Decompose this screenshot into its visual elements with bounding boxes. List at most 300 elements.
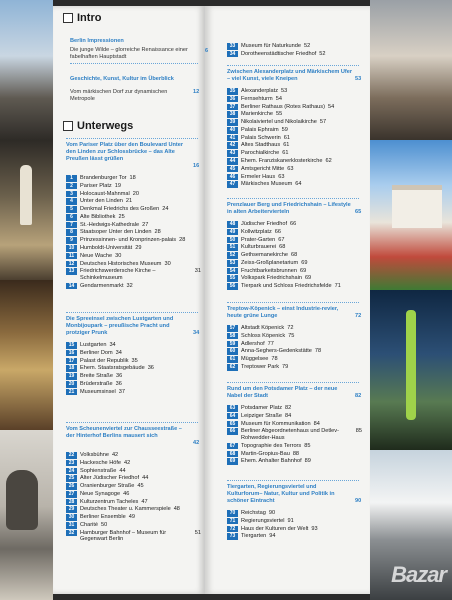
entry-title: Alexanderplatz	[241, 88, 279, 94]
entry-page: 55	[276, 111, 283, 118]
toc-entry[interactable]	[227, 325, 362, 332]
toc-entry[interactable]	[227, 443, 362, 450]
entry-title: Kulturbrauerei	[241, 244, 277, 251]
entry-page: 30	[115, 252, 122, 259]
entry-list	[227, 510, 362, 541]
entry-title: Leipziger Straße	[241, 412, 283, 419]
entry-title: Kulturzentrum Tacheles	[80, 498, 139, 505]
photo-palace-garden	[370, 140, 452, 290]
toc-entry[interactable]	[227, 275, 362, 282]
entry-page: 63	[287, 165, 294, 172]
unterwegs-heading-text: Unterwegs	[77, 120, 134, 132]
entry-number-badge: 8	[66, 229, 77, 236]
entry-title: Pariser Platz	[80, 182, 112, 189]
entry-title: Müggelsee	[241, 356, 269, 363]
entry-page: 84	[285, 412, 292, 419]
entry-page: 66	[274, 228, 282, 235]
entry-number-badge: 55	[227, 275, 238, 282]
entry-page: 44	[119, 467, 126, 474]
entry-number-badge: 50	[227, 237, 238, 244]
entry-number-badge: 68	[227, 451, 238, 458]
entry-number-badge: 60	[227, 348, 238, 355]
entry-number-badge: 39	[227, 119, 238, 126]
toc-entry[interactable]	[66, 237, 201, 244]
toc-entry[interactable]	[227, 510, 362, 517]
entry-title: Altstadt Köpenick	[241, 325, 285, 331]
entry-number-badge: 56	[227, 283, 238, 290]
entry-page: 54	[275, 95, 282, 102]
entry-page: 71	[334, 283, 341, 290]
section-title[interactable]: Die Spreeinsel zwischen Lustgarten und Monbijoupark – preußische Pracht und protziger Prunk	[66, 316, 174, 336]
entry-page: 20	[132, 190, 139, 197]
toc-entry[interactable]	[227, 229, 362, 236]
toc-entry[interactable]	[227, 174, 362, 181]
entry-number-badge: 13	[66, 268, 77, 275]
entry-number-badge: 46	[227, 174, 238, 181]
entry-number-badge: 5	[66, 206, 77, 213]
toc-entry[interactable]	[66, 491, 201, 498]
toc-entry[interactable]	[66, 175, 201, 182]
entry-page: 75	[288, 332, 295, 339]
intro-desc-1: Die junge Wilde – glorreiche Renaissance einer fabelhaften Hauptstadt	[70, 47, 188, 60]
divider	[227, 198, 359, 199]
section-page: 72	[355, 313, 362, 319]
entry-title: Museum für Naturkunde	[241, 43, 302, 49]
toc-entry[interactable]	[66, 358, 201, 365]
section-title[interactable]: Vom Scheunenviertel zur Chausseestraße – der Hinterhof Berlins mausert sich	[66, 426, 182, 439]
section-title[interactable]: Treptow-Köpenick – einst Industrie-revier, heute grüne Lunge	[227, 306, 339, 319]
entry-number-badge: 34	[227, 51, 238, 58]
entry-title: Neue Synagoge	[80, 490, 121, 497]
entry-title: Kollwitzplatz	[241, 228, 272, 235]
toc-entry[interactable]	[227, 428, 362, 441]
entry-title: Museumsinsel	[80, 388, 116, 395]
entry-number-badge: 21	[66, 389, 77, 396]
toc-entry[interactable]	[66, 253, 201, 260]
entry-page: 90	[268, 510, 276, 516]
entry-number-badge: 16	[66, 350, 77, 357]
entry-page: 48	[173, 506, 180, 513]
entry-title: Gethsemanekirche	[241, 252, 288, 259]
toc-entry[interactable]	[227, 356, 362, 363]
toc-entry[interactable]	[227, 348, 362, 355]
toc-entry[interactable]	[66, 389, 201, 396]
entry-title: Denkmal Friedrichs des Großen	[80, 206, 160, 213]
entry-page: 36	[147, 365, 154, 372]
entry-number-badge: 73	[227, 533, 238, 540]
entry-number-badge: 19	[66, 373, 77, 380]
entry-page: 57	[319, 119, 327, 126]
entry-page: 34	[115, 349, 122, 356]
entry-number-badge: 49	[227, 229, 238, 236]
section-page: 53	[355, 76, 362, 82]
entry-page: 24	[162, 206, 169, 213]
entry-page: 89	[304, 458, 311, 465]
entry-page: 85	[304, 442, 311, 449]
entry-list	[227, 88, 362, 189]
entry-page: 32	[126, 282, 133, 289]
toc-entry[interactable]	[227, 150, 362, 157]
entry-page: 69	[301, 259, 308, 266]
toc-entry[interactable]	[227, 364, 362, 371]
entry-number-badge: 17	[66, 358, 77, 365]
entry-page: 93	[311, 525, 318, 532]
toc-entry[interactable]	[66, 214, 201, 221]
toc-entry[interactable]	[227, 96, 362, 103]
entry-page: 88	[292, 450, 300, 457]
toc-entry[interactable]	[66, 268, 201, 281]
entry-number-badge: 52	[227, 252, 238, 259]
entry-number-badge: 35	[227, 88, 238, 95]
entry-title: Unter den Linden	[80, 198, 123, 205]
entry-page: 28	[179, 237, 186, 244]
entry-number-badge: 23	[66, 460, 77, 467]
entry-title: St.-Hedwigs-Kathedrale	[80, 221, 140, 228]
entry-number-badge: 63	[227, 405, 238, 412]
entry-title: Potsdamer Platz	[241, 405, 283, 411]
entry-number-badge: 18	[66, 365, 77, 372]
intro-sub-2: Geschichte, Kunst, Kultur im Überblick	[70, 76, 174, 82]
entry-number-badge: 71	[227, 518, 238, 525]
section-page: 90	[355, 498, 362, 504]
toc-entry[interactable]	[227, 237, 362, 244]
toc-entry[interactable]	[227, 221, 362, 228]
entry-number-badge: 66	[227, 428, 238, 435]
toc-entry[interactable]	[66, 183, 201, 190]
toc-entry[interactable]	[66, 373, 201, 380]
entry-title: Museum für Kommunikation	[241, 420, 311, 427]
entry-page: 28	[154, 229, 161, 236]
toc-entry[interactable]	[227, 268, 362, 275]
section-page: 34	[193, 330, 200, 336]
toc-entry[interactable]	[66, 381, 201, 388]
entry-title: Jüdischer Friedhof	[241, 221, 288, 227]
section-page: 42	[193, 440, 200, 446]
toc-left-page	[53, 6, 205, 594]
entry-number-badge: 70	[227, 510, 238, 517]
entry-title: Berliner Dom	[80, 349, 113, 356]
entry-title: Sophienstraße	[80, 467, 117, 474]
toc-entry[interactable]	[227, 43, 362, 50]
entry-number-badge: 4	[66, 198, 77, 205]
entry-title: Ehem. Anhalter Bahnhof	[241, 458, 302, 465]
section-page: 65	[355, 209, 362, 215]
entry-page: 61	[283, 142, 290, 149]
toc-entry[interactable]	[227, 260, 362, 267]
entry-number-badge: 31	[66, 522, 77, 529]
toc-entry[interactable]	[66, 468, 201, 475]
entry-title: Berliner Abgeordnetenhaus und Detlev-Rohwedder-Haus	[241, 428, 339, 441]
entry-page: 51	[194, 529, 201, 536]
entry-number-badge: 72	[227, 526, 238, 533]
divider	[70, 63, 198, 64]
entry-list	[66, 452, 201, 544]
entry-number-badge: 47	[227, 181, 238, 188]
entry-list	[227, 221, 362, 291]
intro-page-1: 6	[205, 48, 209, 54]
entry-page: 34	[109, 342, 116, 348]
divider	[66, 422, 198, 423]
entry-title: Ehem. Staatsratsgebäude	[80, 365, 145, 372]
entry-page: 36	[115, 373, 123, 380]
entry-number-badge: 37	[227, 104, 238, 111]
toc-entry[interactable]	[227, 526, 362, 533]
entry-number-badge: 36	[227, 96, 238, 103]
entry-page: 67	[278, 236, 285, 243]
entry-title: Lustgarten	[80, 342, 107, 348]
entry-number-badge: 44	[227, 158, 238, 165]
entry-title: Treptower Park	[241, 363, 280, 370]
toc-entry[interactable]	[66, 350, 201, 357]
divider	[227, 382, 359, 383]
entry-title: Deutsches Historisches Museum	[80, 260, 162, 267]
entry-title: Tiergarten	[241, 533, 267, 540]
entry-page: 54	[327, 103, 335, 110]
entry-list	[227, 325, 362, 372]
entry-title: Fernsehturm	[241, 95, 273, 102]
entry-page: 25	[118, 213, 125, 220]
entry-number-badge: 64	[227, 413, 238, 420]
entry-number-badge: 43	[227, 150, 238, 157]
entry-number-badge: 62	[227, 364, 238, 371]
entry-title: Breite Straße	[80, 373, 113, 380]
entry-page: 42	[111, 452, 119, 458]
entry-list	[66, 175, 201, 291]
entry-page: 49	[128, 514, 135, 521]
entry-number-badge: 30	[66, 514, 77, 521]
toc-entry[interactable]	[66, 514, 201, 521]
toc-entry[interactable]	[227, 341, 362, 348]
entry-title: Hackesche Höfe	[80, 459, 122, 466]
entry-title: Parochialkirche	[241, 150, 280, 157]
entry-title: Tierpark und Schloss Friedrichsfelde	[241, 283, 332, 290]
toc-entry[interactable]	[227, 252, 362, 259]
intro-heading	[63, 12, 101, 24]
entry-page: 91	[287, 517, 294, 524]
entry-title: Ermeler Haus	[241, 173, 276, 180]
entry-title: Reichstag	[241, 510, 266, 516]
toc-entry[interactable]	[227, 518, 362, 525]
toc-entry[interactable]	[66, 342, 201, 349]
unterwegs-heading	[63, 120, 133, 132]
toc-entry[interactable]	[227, 413, 362, 420]
entry-page: 77	[267, 340, 274, 347]
entry-number-badge: 41	[227, 135, 238, 142]
entry-page: 78	[271, 356, 278, 363]
section-page: 16	[193, 163, 200, 169]
toc-entry[interactable]	[227, 135, 362, 142]
entry-title: Humboldt-Universität	[80, 245, 133, 252]
entry-title: Dorotheenstädtischer Friedhof	[241, 50, 317, 57]
toc-entry[interactable]	[227, 127, 362, 134]
entry-number-badge: 11	[66, 253, 77, 260]
entry-title: Zeiss-Großplanetarium	[241, 259, 299, 266]
intro-heading-text: Intro	[77, 12, 102, 24]
toc-entry[interactable]	[66, 283, 201, 290]
toc-entry[interactable]	[227, 421, 362, 428]
entry-title: Adlershof	[241, 340, 265, 347]
entry-number-badge: 59	[227, 341, 238, 348]
toc-entry[interactable]	[66, 206, 201, 213]
entry-number-badge: 26	[66, 483, 77, 490]
toc-entry[interactable]	[66, 191, 201, 198]
entry-title: Palais Ephraim	[241, 126, 279, 133]
entry-page: 42	[124, 459, 131, 466]
toc-entry[interactable]	[66, 229, 201, 236]
entry-title: Ehem. Franziskanerklosterkirche	[241, 158, 323, 165]
toc-entry[interactable]	[227, 51, 362, 58]
entry-title: Friedrichswerdersche Kirche – Schinkelmuseum	[80, 268, 156, 281]
entry-page: 64	[295, 181, 302, 188]
entry-title: Oranienburger Straße	[80, 483, 135, 490]
entry-number-badge: 24	[66, 468, 77, 475]
toc-entry[interactable]	[66, 522, 201, 529]
entry-title: Holocaust-Mahnmal	[80, 190, 130, 197]
entry-page: 61	[283, 134, 291, 141]
entry-page: 37	[118, 388, 125, 395]
entry-page: 45	[137, 483, 144, 490]
entry-page: 85	[355, 428, 362, 435]
entry-page: 82	[285, 405, 292, 411]
section-page: 82	[355, 393, 362, 399]
section-title[interactable]: Prenzlauer Berg und Friedrichshain – Lifestyle in alten Arbeitervierteln	[227, 202, 351, 215]
entry-title: Märkisches Museum	[241, 181, 293, 188]
entry-number-badge: 40	[227, 127, 238, 134]
toc-entry[interactable]	[227, 142, 362, 149]
entry-number-badge: 12	[66, 261, 77, 268]
toc-entry[interactable]	[227, 244, 362, 251]
toc-entry[interactable]	[227, 119, 362, 126]
entry-number-badge: 2	[66, 183, 77, 190]
entry-title: Deutsches Theater u. Kammerspiele	[80, 506, 171, 513]
entry-number-badge: 29	[66, 506, 77, 513]
entry-number-badge: 38	[227, 111, 238, 118]
toc-entry[interactable]	[227, 166, 362, 173]
divider	[66, 312, 198, 313]
toc-entry[interactable]	[227, 451, 362, 458]
toc-entry[interactable]	[66, 452, 201, 459]
entry-title: Fruchtbarkeitsbrunnen	[241, 267, 297, 274]
entry-title: Amtsgericht Mitte	[241, 165, 285, 172]
section-title[interactable]: Vom Pariser Platz über den Boulevard Unter den Linden zur Schlossbrücke – das Alte Preußen lässt grüßen	[66, 142, 184, 162]
toc-entry[interactable]	[66, 506, 201, 513]
entry-number-badge: 20	[66, 381, 77, 388]
toc-entry[interactable]	[227, 181, 362, 188]
entry-page: 72	[287, 325, 294, 331]
entry-number-badge: 25	[66, 475, 77, 482]
entry-list	[227, 405, 362, 466]
toc-entry[interactable]	[66, 499, 201, 506]
entry-page: 69	[299, 267, 307, 274]
entry-title: Neue Wache	[80, 252, 113, 259]
entry-page: 94	[269, 533, 276, 540]
entry-title: Volksbühne	[80, 452, 109, 458]
toc-entry[interactable]	[227, 283, 362, 290]
entry-page: 68	[279, 244, 286, 251]
toc-entry[interactable]	[227, 533, 362, 540]
toc-entry[interactable]	[66, 475, 201, 482]
photo-building-left	[0, 0, 53, 140]
entry-title: Palais Schwerin	[241, 134, 281, 141]
entry-page: 30	[164, 260, 171, 267]
entry-title: Haus der Kulturen der Welt	[241, 525, 309, 532]
photo-cafe-people	[370, 0, 452, 140]
entry-page: 50	[101, 522, 108, 529]
entry-number-badge: 10	[66, 245, 77, 252]
toc-entry[interactable]	[227, 405, 362, 412]
entry-title: Alter Jüdischer Friedhof	[80, 475, 140, 482]
section-title[interactable]: Tiergarten, Regierungsviertel und Kulturforum– Natur, Kultur und Politik in schöner Eintracht	[227, 484, 335, 504]
entry-title: Nikolaiviertel und Nikolaikirche	[241, 119, 317, 126]
entry-number-badge: 45	[227, 166, 238, 173]
toc-entry[interactable]	[66, 365, 201, 372]
divider	[227, 302, 359, 303]
entry-title: Volkspark Friedrichshain	[241, 275, 302, 282]
photo-elephant	[0, 430, 53, 600]
toc-entry[interactable]	[66, 245, 201, 252]
entry-title: Gendarmenmarkt	[80, 282, 124, 289]
entry-number-badge: 69	[227, 458, 238, 465]
entry-title: Palast der Republik	[80, 357, 129, 364]
entry-page: 44	[142, 475, 149, 482]
divider	[66, 138, 198, 139]
toc-entry[interactable]	[227, 458, 362, 465]
entry-page: 61	[282, 150, 289, 157]
entry-page: 66	[290, 221, 297, 227]
toc-entry[interactable]	[227, 88, 362, 95]
entry-number-badge: 7	[66, 222, 77, 229]
toc-entry[interactable]	[66, 483, 201, 490]
toc-entry[interactable]	[227, 158, 362, 165]
entry-number-badge: 54	[227, 268, 238, 275]
intro-sub-1: Berlin Impressionen	[70, 38, 124, 44]
entry-number-badge: 6	[66, 214, 77, 221]
entry-number-badge: 57	[227, 325, 238, 332]
toc-right-page	[205, 6, 370, 594]
entry-page: 63	[278, 173, 285, 180]
entry-title: Prater-Garten	[241, 236, 276, 243]
section-title[interactable]: Zwischen Alexanderplatz und Märkischem Ufer – viel Kunst, viele Kneipen	[227, 69, 353, 82]
checkbox-icon	[63, 13, 73, 23]
intro-page-2: 12	[193, 89, 200, 95]
entry-title: Anna-Seghers-Gedenkstätte	[241, 348, 312, 355]
section-title[interactable]: Rund um den Potsdamer Platz – der neue Nabel der Stadt	[227, 386, 338, 399]
toc-entry[interactable]	[66, 261, 201, 268]
entry-title: Staatsoper Unter den Linden	[80, 229, 152, 236]
toc-entry[interactable]	[227, 104, 362, 111]
toc-entry[interactable]	[227, 111, 362, 118]
entry-page: 27	[142, 221, 149, 228]
entry-page: 84	[313, 420, 320, 427]
toc-entry[interactable]	[66, 222, 201, 229]
toc-entry[interactable]	[66, 530, 201, 543]
entry-number-badge: 22	[66, 452, 77, 459]
entry-title: Berliner Ensemble	[80, 514, 126, 521]
entry-number-badge: 42	[227, 142, 238, 149]
toc-entry[interactable]	[66, 460, 201, 467]
entry-title: Regierungsviertel	[241, 517, 285, 524]
entry-title: Brüderstraße	[80, 380, 113, 387]
entry-page: 59	[281, 126, 288, 133]
toc-entry[interactable]	[66, 198, 201, 205]
entry-number-badge: 65	[227, 421, 238, 428]
toc-entry[interactable]	[227, 333, 362, 340]
entry-number-badge: 9	[66, 237, 77, 244]
entry-page: 46	[123, 490, 130, 497]
entry-number-badge: 32	[66, 530, 77, 537]
entry-title: Alte Bibliothek	[80, 213, 116, 220]
entry-number-badge: 15	[66, 342, 77, 349]
